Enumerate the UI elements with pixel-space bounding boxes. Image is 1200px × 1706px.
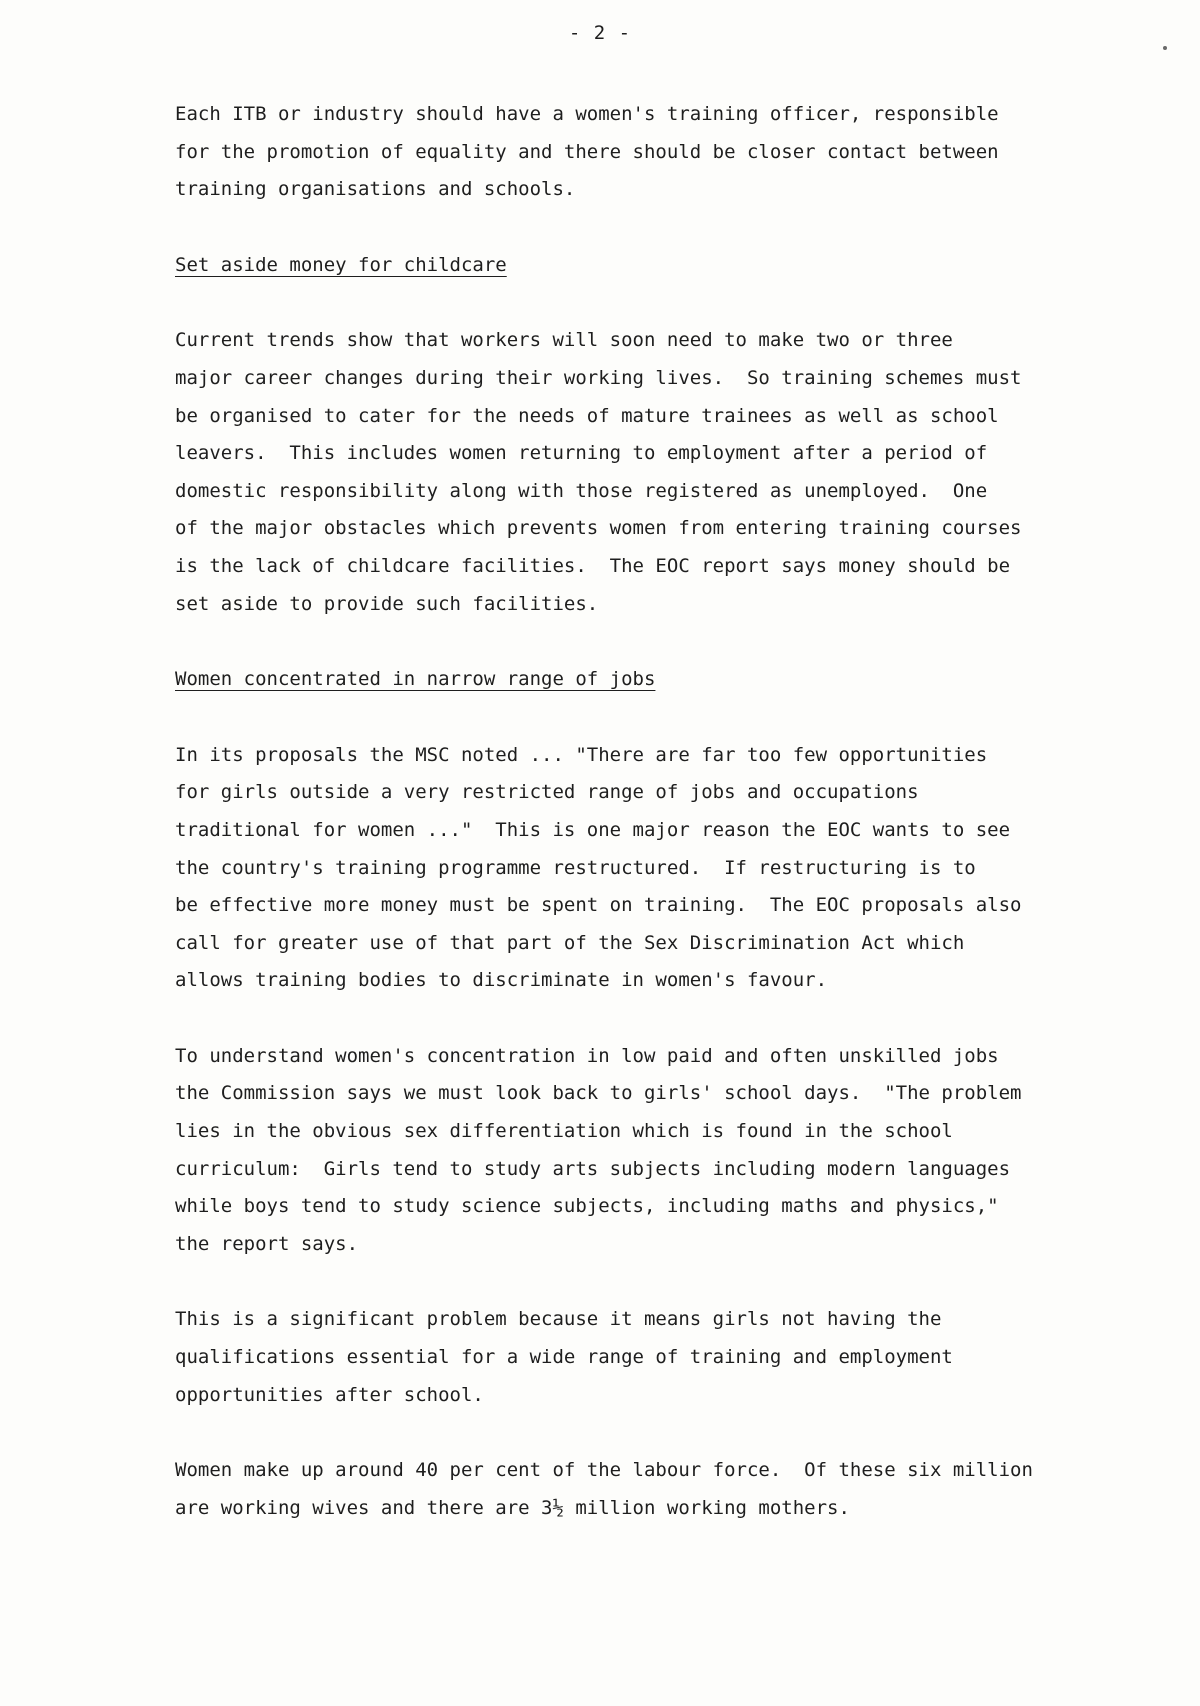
scan-speck: [1163, 46, 1167, 50]
text-line: allows training bodies to discriminate in women's favour.: [175, 969, 828, 992]
text-line: Current trends show that workers will soon need to make two or three: [175, 329, 953, 352]
text-line: domestic responsibility along with those registered as unemployed. One: [175, 479, 988, 502]
paragraph: [175, 737, 1135, 1000]
text-line: curriculum: Girls tend to study arts subjects including modern languages: [175, 1157, 1011, 1180]
paragraph: [175, 96, 1135, 209]
text-line: This is a significant problem because it means girls not having the: [175, 1308, 942, 1331]
paragraph: [175, 1452, 1135, 1527]
text-line: In its proposals the MSC noted ... "There are far too few opportunities: [175, 743, 988, 766]
text-line: leavers. This includes women returning to employment after a period of: [175, 442, 988, 465]
text-line: the report says.: [175, 1232, 359, 1255]
text-line: is the lack of childcare facilities. The EOC report says money should be: [175, 554, 1011, 577]
paragraph: [175, 1038, 1135, 1264]
text-line: Each ITB or industry should have a women's training officer, responsible: [175, 103, 999, 125]
text-line: qualifications essential for a wide range of training and employment: [175, 1346, 953, 1369]
text-line: call for greater use of that part of the Sex Discrimination Act which: [175, 931, 965, 954]
text-line: while boys tend to study science subjects, including maths and physics,": [175, 1195, 999, 1218]
text-line: Women make up around 40 per cent of the labour force. Of these six million: [175, 1459, 1033, 1482]
text-line: major career changes during their working lives. So training schemes must: [175, 366, 1022, 389]
text-line: training organisations and schools.: [175, 178, 576, 201]
text-line: the Commission says we must look back to girls' school days. "The problem: [175, 1082, 1022, 1105]
text-line: for the promotion of equality and there should be closer contact between: [175, 140, 999, 163]
section-heading: Set aside money for childcare: [175, 253, 507, 276]
text-line: set aside to provide such facilities.: [175, 592, 599, 615]
text-line: lies in the obvious sex differentiation which is found in the school: [175, 1120, 953, 1143]
text-line: be organised to cater for the needs of mature trainees as well as school: [175, 404, 999, 427]
text-line: are working wives and there are 3½ million working mothers.: [175, 1496, 850, 1519]
text-line: for girls outside a very restricted range of jobs and occupations: [175, 781, 919, 804]
text-line: To understand women's concentration in low paid and often unskilled jobs: [175, 1044, 999, 1067]
page-number: - 2 -: [568, 22, 632, 44]
text-line: of the major obstacles which prevents women from entering training courses: [175, 517, 1022, 540]
text-line: opportunities after school.: [175, 1383, 484, 1406]
paragraph: [175, 1301, 1135, 1414]
text-line: be effective more money must be spent on training. The EOC proposals also: [175, 894, 1022, 917]
document-body: [175, 96, 1135, 1565]
text-line: traditional for women ..." This is one major reason the EOC wants to see: [175, 818, 1011, 841]
text-line: the country's training programme restructured. If restructuring is to: [175, 856, 976, 879]
paragraph: [175, 322, 1135, 623]
section-heading: Women concentrated in narrow range of jobs: [175, 668, 656, 691]
